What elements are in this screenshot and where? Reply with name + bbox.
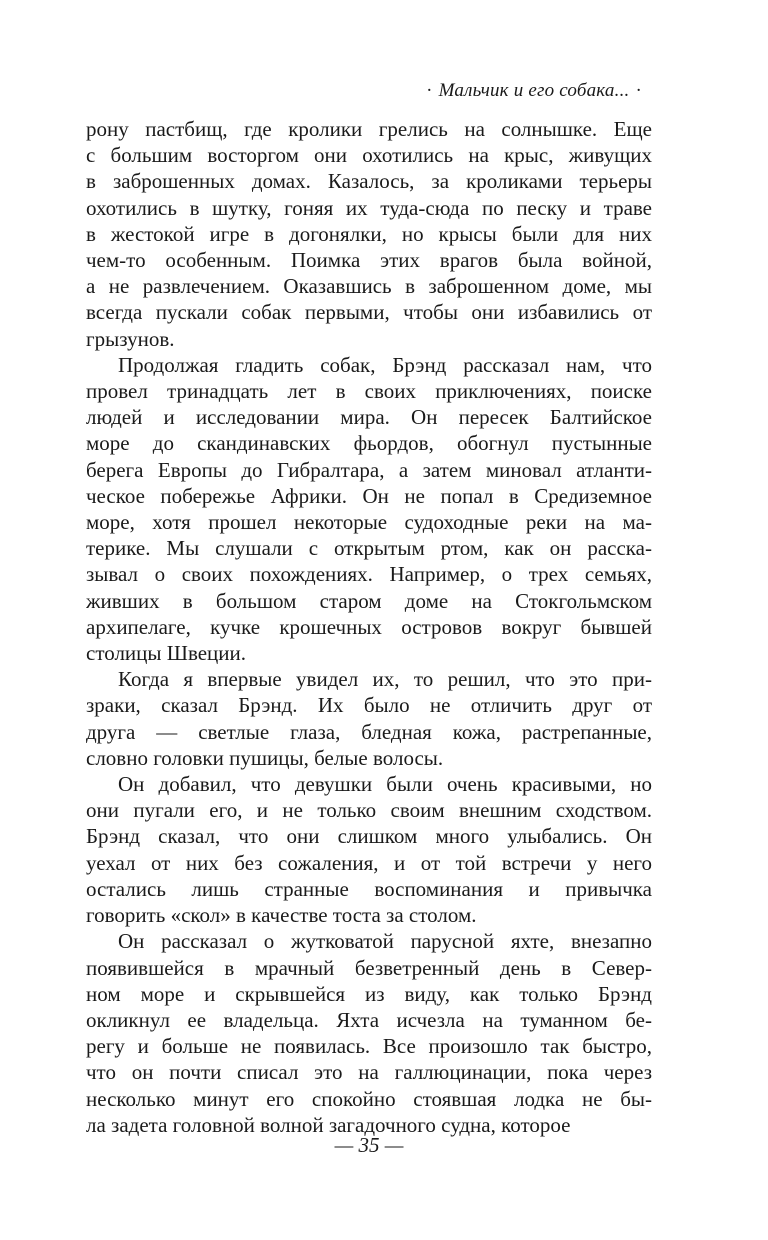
- text-line: друга — светлые глаза, бледная кожа, растрепанные,: [86, 719, 652, 744]
- text-line: ном море и скрывшейся из виду, как только Брэнд: [86, 981, 652, 1006]
- text-line: говорить «скол» в качестве тоста за столом.: [86, 903, 477, 928]
- text-line: словно головки пушицы, белые волосы.: [86, 745, 444, 770]
- text-line: с большим восторгом они охотились на крыс, живущих: [86, 143, 652, 168]
- paragraph-continuation: [86, 116, 652, 352]
- text-line: всегда пускали собак первыми, чтобы они избавились от: [86, 300, 652, 325]
- text-line: несколько минут его спокойно стоявшая лодка не бы-: [86, 1086, 652, 1111]
- text-line: Когда я впервые увидел их, то решил, что это при-: [118, 667, 652, 692]
- text-line: грызунов.: [86, 326, 175, 351]
- text-line: регу и больше не появилась. Все произошло так быстро,: [86, 1034, 652, 1059]
- text-line: в заброшенных домах. Казалось, за кроликами терьеры: [86, 169, 652, 194]
- text-line: Он добавил, что девушки были очень красивыми, но: [118, 772, 652, 797]
- paragraph: [86, 666, 652, 771]
- text-line: столицы Швеции.: [86, 641, 247, 666]
- text-line: море, хотя прошел некоторые судоходные реки на ма-: [86, 510, 652, 535]
- running-head: [420, 80, 648, 102]
- text-line: Продолжая гладить собак, Брэнд рассказал нам, что: [118, 352, 652, 377]
- text-line: терике. Мы слушали с открытым ртом, как он расска-: [86, 536, 652, 561]
- text-line: окликнул ее владельца. Яхта исчезла на туманном бе-: [86, 1007, 652, 1032]
- running-head-bullet-left: ·: [426, 80, 433, 101]
- text-line: Он рассказал о жутковатой парусной яхте, внезапно: [118, 929, 652, 954]
- paragraph: [86, 771, 652, 928]
- text-line: охотились в шутку, гоняя их туда-сюда по песку и траве: [86, 195, 652, 220]
- text-line: ческое побережье Африки. Он не попал в Средиземное: [86, 483, 652, 508]
- text-line: а не развлечением. Оказавшись в заброшенном доме, мы: [86, 274, 652, 299]
- running-head-title: Мальчик и его собака...: [438, 80, 630, 101]
- body-text: [86, 116, 652, 1138]
- page-number: — 35 —: [334, 1133, 404, 1157]
- paragraph: [86, 928, 652, 1138]
- text-line: зывал о своих похождениях. Например, о трех семьях,: [86, 562, 652, 587]
- text-line: остались лишь странные воспоминания и привычка: [86, 876, 652, 901]
- text-line: людей и исследовании мира. Он пересек Балтийское: [86, 405, 652, 430]
- text-line: они пугали его, и не только своим внешним сходством.: [86, 798, 652, 823]
- text-line: уехал от них без сожаления, и от той встречи у него: [86, 850, 652, 875]
- text-line: живших в большом старом доме на Стокгольмском: [86, 588, 652, 613]
- text-line: море до скандинавских фьордов, обогнул пустынные: [86, 431, 652, 456]
- text-line: зраки, сказал Брэнд. Их было не отличить друг от: [86, 693, 652, 718]
- paragraph: [86, 352, 652, 666]
- text-line: Брэнд сказал, что они слишком много улыбались. Он: [86, 824, 652, 849]
- text-line: чем-то особенным. Поимка этих врагов была войной,: [86, 248, 652, 273]
- text-line: провел тринадцать лет в своих приключениях, поиске: [86, 379, 652, 404]
- running-head-bullet-right: ·: [635, 80, 642, 101]
- text-line: ла задета головной волной загадочного судна, которое: [86, 1112, 571, 1137]
- text-line: что он почти списал это на галлюцинации, пока через: [86, 1060, 652, 1085]
- text-line: рону пастбищ, где кролики грелись на солнышке. Еще: [86, 117, 652, 141]
- text-line: появившейся в мрачный безветренный день в Север-: [86, 955, 652, 980]
- text-line: архипелаге, кучке крошечных островов вокруг бывшей: [86, 614, 652, 639]
- text-line: берега Европы до Гибралтара, а затем миновал атланти-: [86, 457, 652, 482]
- text-line: в жестокой игре в догонялки, но крысы были для них: [86, 221, 652, 246]
